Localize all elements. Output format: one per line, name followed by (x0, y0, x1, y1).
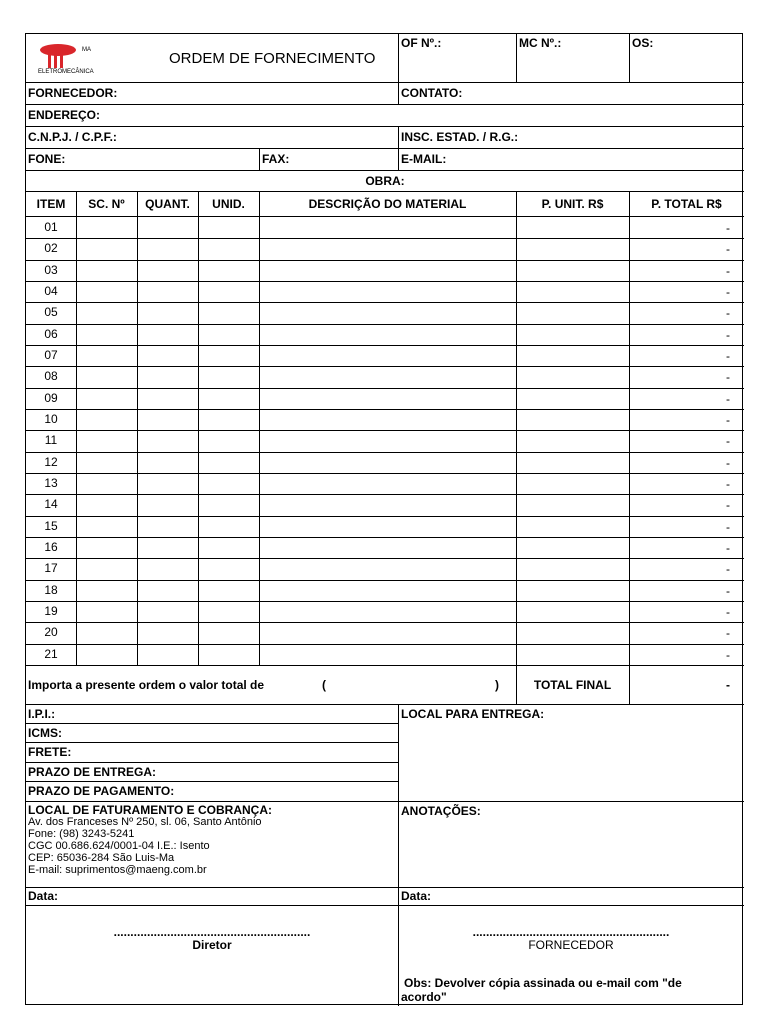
obs-line-1: Obs: Devolver cópia assinada ou e-mail com "de (404, 976, 682, 990)
table-row (26, 281, 744, 302)
data-right-label: Data: (401, 889, 432, 903)
mc-number-label: MC Nº.: (519, 36, 562, 50)
row-item-number: 21 (44, 646, 58, 661)
table-row (26, 516, 744, 537)
row-total-value: - (726, 498, 730, 513)
row-total-value: - (726, 519, 730, 534)
total-final-value: - (726, 678, 730, 692)
row-item-number: 03 (44, 262, 58, 277)
fornecedor-signature-label: FORNECEDOR (528, 938, 614, 952)
table-row (26, 473, 744, 494)
row-total-value: - (726, 327, 730, 342)
table-row (26, 260, 744, 281)
signature-line-diretor: ........................................................... (113, 925, 311, 939)
faturamento-address: Av. dos Franceses Nº 250, sl. 06, Santo Antônio (28, 816, 262, 828)
col-descricao-header: DESCRIÇÃO DO MATERIAL (308, 197, 467, 211)
fornecedor-label: FORNECEDOR: (28, 86, 118, 100)
purchase-order-form (25, 33, 743, 1005)
anotacoes-label: ANOTAÇÕES: (401, 804, 481, 818)
total-final-label: TOTAL FINAL (533, 678, 612, 692)
of-number-label: OF Nº.: (401, 36, 442, 50)
table-row (26, 452, 744, 473)
faturamento-title: LOCAL DE FATURAMENTO E COBRANÇA: (28, 803, 272, 817)
fone-label: FONE: (28, 152, 66, 166)
row-total-value: - (726, 284, 730, 299)
table-row (26, 644, 744, 665)
row-total-value: - (726, 263, 730, 278)
table-row (26, 345, 744, 366)
table-row (26, 537, 744, 558)
logo-tag: MA (82, 47, 91, 53)
col-quant-header: QUANT. (145, 197, 190, 211)
fax-label: FAX: (262, 152, 290, 166)
amount-paren-close: ) (495, 678, 499, 692)
row-item-number: 05 (44, 305, 58, 320)
faturamento-email: E-mail: suprimentos@maeng.com.br (28, 864, 207, 876)
row-total-value: - (726, 604, 730, 619)
row-total-value: - (726, 476, 730, 491)
table-row (26, 324, 744, 345)
col-ptotal-header: P. TOTAL R$ (651, 197, 722, 211)
row-item-number: 16 (44, 539, 58, 554)
row-item-number: 07 (44, 347, 58, 362)
col-sc-header: SC. Nº (88, 197, 125, 211)
col-item-header: ITEM (36, 197, 66, 211)
os-label: OS: (632, 36, 654, 50)
row-item-number: 09 (44, 390, 58, 405)
faturamento-cgc: CGC 00.686.624/0001-04 I.E.: Isento (28, 840, 210, 852)
icms-label: ICMS: (28, 726, 62, 740)
row-item-number: 10 (44, 411, 58, 426)
row-total-value: - (726, 370, 730, 385)
obra-label: OBRA: (365, 174, 405, 188)
prazo-entrega-label: PRAZO DE ENTREGA: (28, 765, 157, 779)
diretor-label: Diretor (192, 938, 232, 952)
insc-estad-label: INSC. ESTAD. / R.G.: (401, 130, 519, 144)
table-row (26, 217, 744, 238)
table-row (26, 238, 744, 259)
table-row (26, 302, 744, 323)
cnpj-label: C.N.P.J. / C.P.F.: (28, 130, 117, 144)
row-item-number: 17 (44, 561, 58, 576)
row-total-value: - (726, 647, 730, 662)
row-item-number: 20 (44, 625, 58, 640)
row-item-number: 12 (44, 454, 58, 469)
local-entrega-label: LOCAL PARA ENTREGA: (401, 707, 545, 721)
table-row (26, 622, 744, 643)
row-item-number: 06 (44, 326, 58, 341)
row-total-value: - (726, 434, 730, 449)
contato-label: CONTATO: (401, 86, 463, 100)
logo-subtitle: ELETROMECÂNICA (38, 69, 94, 75)
table-row (26, 409, 744, 430)
table-row (26, 601, 744, 622)
row-item-number: 11 (44, 433, 58, 448)
row-total-value: - (726, 562, 730, 577)
signature-line-fornecedor: ........................................................... (472, 925, 670, 939)
row-item-number: 04 (44, 283, 58, 298)
row-total-value: - (726, 306, 730, 321)
row-total-value: - (726, 221, 730, 235)
endereco-label: ENDEREÇO: (28, 108, 101, 122)
row-total-value: - (726, 348, 730, 363)
row-item-number: 01 (44, 220, 58, 234)
row-total-value: - (726, 391, 730, 406)
row-item-number: 02 (44, 241, 58, 256)
faturamento-phone: Fone: (98) 3243-5241 (28, 828, 135, 840)
row-total-value: - (726, 242, 730, 257)
row-item-number: 14 (44, 497, 58, 512)
company-logo (34, 38, 104, 78)
table-row (26, 558, 744, 579)
amount-paren-open: ( (322, 678, 326, 692)
prazo-pagamento-label: PRAZO DE PAGAMENTO: (28, 784, 175, 798)
table-row (26, 580, 744, 601)
ipi-label: I.P.I.: (28, 707, 56, 721)
row-item-number: 13 (44, 475, 58, 490)
faturamento-cep: CEP: 65036-284 São Luis-Ma (28, 852, 175, 864)
data-left-label: Data: (28, 889, 59, 903)
row-item-number: 08 (44, 369, 58, 384)
row-item-number: 19 (44, 603, 58, 618)
row-total-value: - (726, 626, 730, 641)
table-row (26, 388, 744, 409)
row-item-number: 15 (44, 518, 58, 533)
col-punit-header: P. UNIT. R$ (541, 197, 604, 211)
importa-text: Importa a presente ordem o valor total de (28, 678, 265, 692)
frete-label: FRETE: (28, 745, 72, 759)
row-total-value: - (726, 583, 730, 598)
email-label: E-MAIL: (401, 152, 447, 166)
table-row (26, 430, 744, 451)
row-total-value: - (726, 540, 730, 555)
obs-line-2: acordo" (401, 990, 447, 1004)
form-title: ORDEM DE FORNECIMENTO (169, 50, 376, 67)
table-row (26, 366, 744, 387)
table-row (26, 494, 744, 515)
row-item-number: 18 (44, 582, 58, 597)
row-total-value: - (726, 455, 730, 470)
row-total-value: - (726, 412, 730, 427)
col-unid-header: UNID. (212, 197, 245, 211)
